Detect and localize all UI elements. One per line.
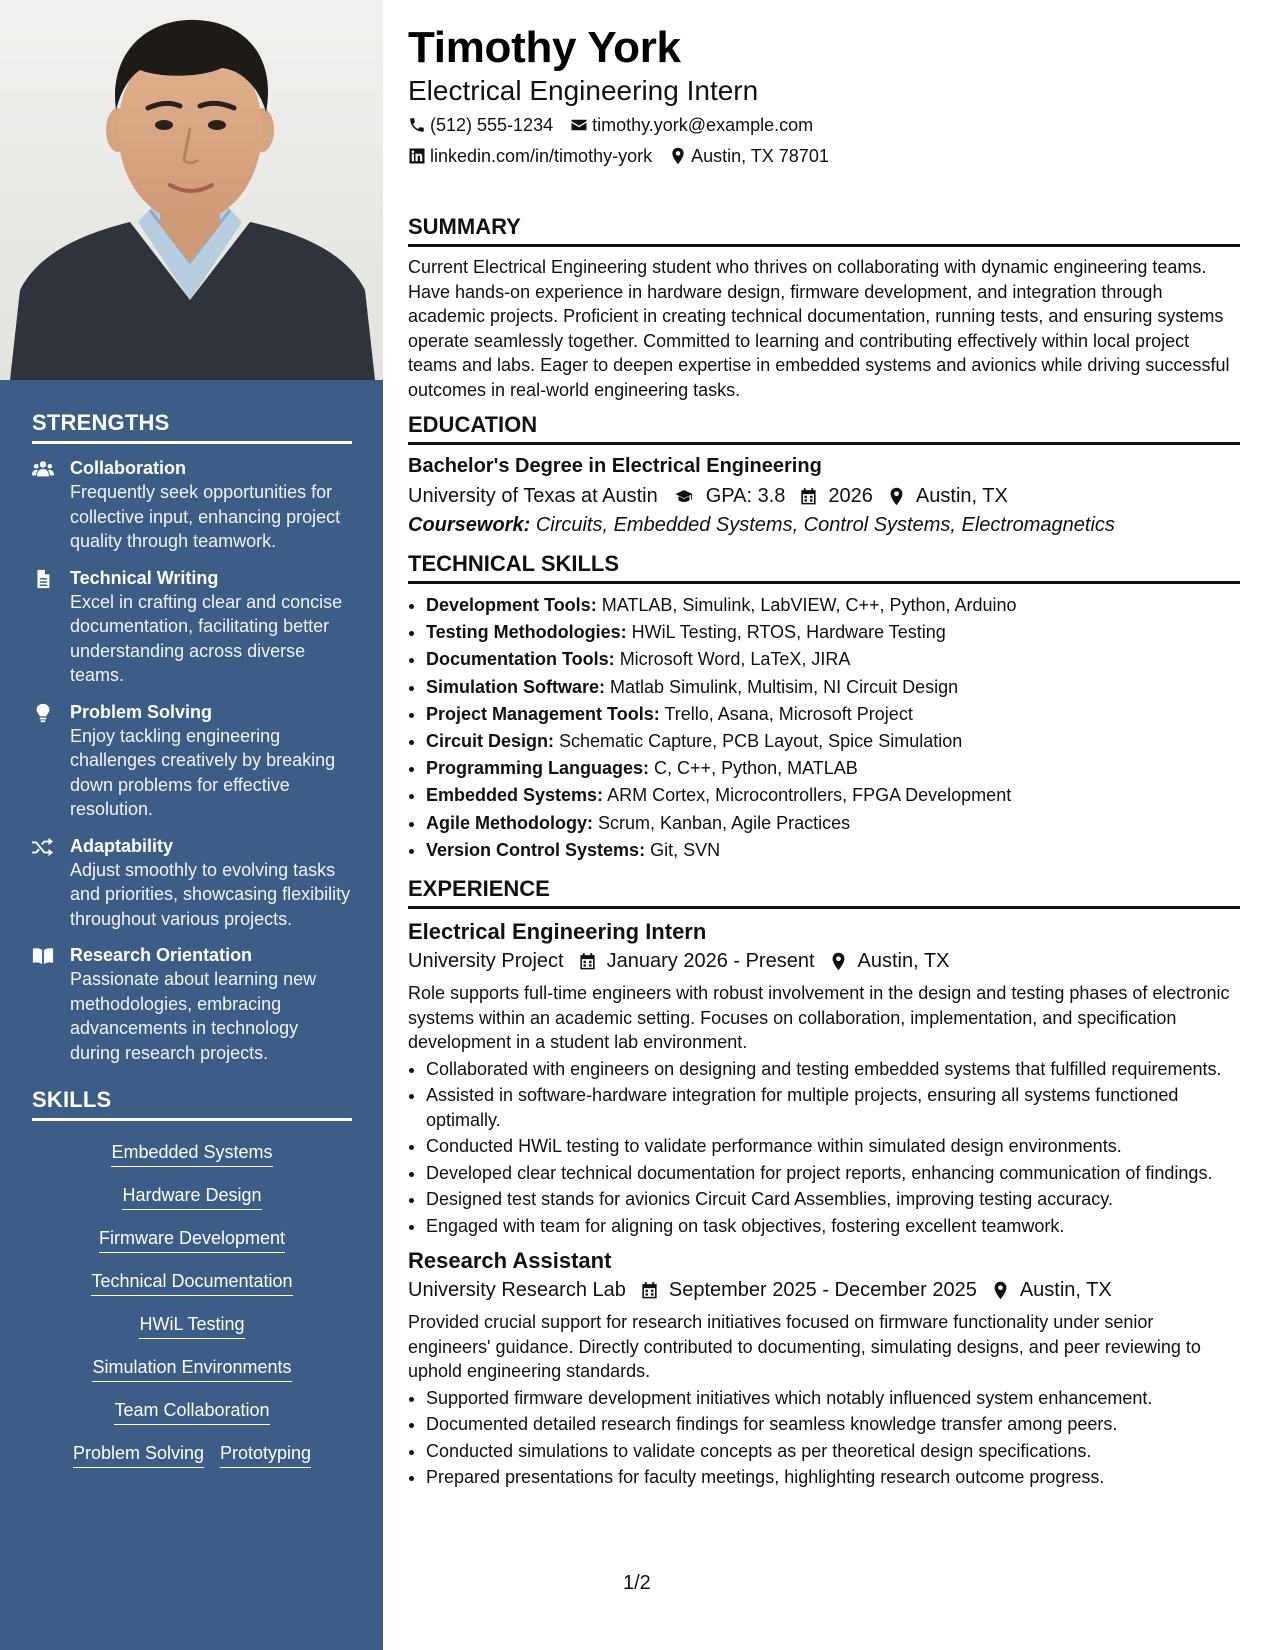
shuffle-icon	[32, 834, 70, 932]
email-text: timothy.york@example.com	[592, 115, 814, 135]
school-name: University of Texas at Austin	[408, 485, 658, 507]
skill-tag: Prototyping	[220, 1442, 311, 1468]
book-icon	[32, 943, 70, 1065]
calendar-icon	[578, 952, 597, 971]
sidebar-content	[32, 410, 352, 1477]
strength-description: Frequently seek opportunities for collective input, enhancing project quality through teamwork.	[70, 482, 341, 551]
job-bullets	[408, 1057, 1240, 1239]
users-icon	[32, 456, 70, 554]
job-dates: September 2025 - December 2025	[640, 1276, 977, 1304]
list-item: • Programming Languages: C, C++, Python, MATLAB	[426, 755, 1240, 782]
job-meta	[408, 1276, 1240, 1304]
skill-tag: Team Collaboration	[114, 1399, 269, 1425]
list-item: • Embedded Systems: ARM Cortex, Microcontrollers, FPGA Development	[426, 782, 1240, 809]
strength-title: Problem Solving	[70, 701, 213, 722]
main-content	[408, 22, 1240, 1500]
coursework-label: Coursework:	[408, 514, 531, 536]
education-location: Austin, TX	[887, 482, 1008, 510]
list-item: • Version Control Systems: Git, SVN	[426, 837, 1240, 864]
skills-heading: SKILLS	[32, 1087, 352, 1121]
strength-item	[32, 566, 352, 688]
strength-title: Collaboration	[70, 458, 186, 478]
location-contact	[669, 145, 829, 167]
skill-tag: Embedded Systems	[111, 1141, 272, 1167]
page-number: 1/2	[623, 1572, 651, 1594]
list-item: • Testing Methodologies: HWiL Testing, RTOS, Hardware Testing	[426, 619, 1240, 646]
list-item: • Collaborated with engineers on designing and testing embedded systems that fulfilled requirements.	[426, 1057, 1240, 1082]
job-location: Austin, TX	[991, 1276, 1112, 1304]
strength-title: Adaptability	[70, 835, 174, 856]
calendar-icon	[799, 487, 818, 506]
coursework-list: Circuits, Embedded Systems, Control Systems, Electromagnetics	[535, 514, 1115, 536]
map-pin-icon	[991, 1281, 1010, 1300]
portrait-illustration	[0, 0, 383, 380]
skill-tag: HWiL Testing	[139, 1313, 244, 1339]
job-entry	[408, 1248, 1240, 1490]
list-item: • Developed clear technical documentation for project reports, enhancing communication of findings.	[426, 1161, 1240, 1186]
job-meta	[408, 947, 1240, 975]
education-meta	[408, 482, 1240, 510]
strength-description: Excel in crafting clear and concise documentation, facilitating better understanding across diverse teams.	[70, 591, 343, 685]
strength-item	[32, 834, 352, 932]
job-title: Research Assistant	[408, 1248, 612, 1274]
skills-tags	[32, 1133, 352, 1477]
contact-row	[408, 114, 1240, 136]
technical-skills-heading: TECHNICAL SKILLS	[408, 551, 1240, 584]
list-item: • Designed test stands for avionics Circuit Card Assemblies, improving testing accuracy.	[426, 1187, 1240, 1212]
technical-skills-list	[408, 592, 1240, 864]
map-pin-icon	[829, 952, 848, 971]
job-description: Provided crucial support for research initiatives focused on firmware functionality under senior engineers' guidance. Directly contributed to documenting, simulating designs, and peer reviewing to uphold engineering standards.	[408, 1312, 1201, 1382]
graduation-year: 2026	[799, 482, 873, 510]
list-item: • Conducted simulations to validate concepts as per theoretical design specifications.	[426, 1439, 1240, 1464]
list-item: • Engaged with team for aligning on task objectives, fostering excellent teamwork.	[426, 1214, 1240, 1239]
candidate-title: Electrical Engineering Intern	[408, 75, 759, 106]
skill-tag: Technical Documentation	[91, 1270, 292, 1296]
strength-item	[32, 700, 352, 822]
strength-description: Passionate about learning new methodologies, embracing advancements in technology during research projects.	[70, 969, 317, 1063]
skill-tag: Simulation Environments	[92, 1356, 291, 1382]
strengths-heading: STRENGTHS	[32, 410, 352, 444]
job-description: Role supports full-time engineers with robust involvement in the design and testing phases of electronic systems within an academic setting. Focuses on collaboration, implementation, and specification development in a student lab environment.	[408, 983, 1230, 1053]
phone-contact[interactable]	[408, 114, 553, 136]
calendar-icon	[640, 1281, 659, 1300]
linkedin-text: linkedin.com/in/timothy-york	[430, 146, 653, 166]
education-heading: EDUCATION	[408, 412, 1240, 445]
document-icon	[32, 566, 70, 688]
strength-item	[32, 943, 352, 1065]
envelope-icon	[570, 116, 588, 134]
strength-description: Adjust smoothly to evolving tasks and priorities, showcasing flexibility throughout various projects.	[70, 859, 351, 929]
list-item: • Documentation Tools: Microsoft Word, LaTeX, JIRA	[426, 646, 1240, 673]
lightbulb-icon	[32, 700, 70, 822]
job-org: University Research Lab	[408, 1279, 626, 1302]
list-item: • Development Tools: MATLAB, Simulink, LabVIEW, C++, Python, Arduino	[426, 592, 1240, 619]
list-item: • Project Management Tools: Trello, Asana, Microsoft Project	[426, 701, 1240, 728]
strength-description: Enjoy tackling engineering challenges creatively by breaking down problems for effective resolution.	[70, 725, 336, 819]
strength-item	[32, 456, 352, 554]
list-item: • Documented detailed research findings for seamless knowledge transfer among peers.	[426, 1412, 1240, 1437]
list-item: • Agile Methodology: Scrum, Kanban, Agile Practices	[426, 810, 1240, 837]
skill-tag: Firmware Development	[99, 1227, 285, 1253]
list-item: • Supported firmware development initiatives which notably influenced system enhancement.	[426, 1386, 1240, 1411]
email-contact[interactable]	[570, 114, 813, 136]
list-item: • Conducted HWiL testing to validate performance within simulated design environments.	[426, 1134, 1240, 1159]
graduation-cap-icon	[672, 487, 696, 506]
strength-title: Research Orientation	[70, 945, 253, 965]
experience-heading: EXPERIENCE	[408, 876, 1240, 909]
contact-row-2	[408, 145, 1240, 167]
job-bullets	[408, 1386, 1240, 1490]
strength-title: Technical Writing	[70, 567, 219, 588]
job-org: University Project	[408, 950, 564, 973]
location-text: Austin, TX 78701	[691, 146, 829, 166]
list-item: • Circuit Design: Schematic Capture, PCB Layout, Spice Simulation	[426, 728, 1240, 755]
job-title: Electrical Engineering Intern	[408, 919, 707, 945]
candidate-name: Timothy York	[408, 23, 681, 72]
list-item: • Simulation Software: Matlab Simulink, Multisim, NI Circuit Design	[426, 674, 1240, 701]
skill-tag: Problem Solving	[73, 1442, 204, 1468]
list-item: • Prepared presentations for faculty meetings, highlighting research outcome progress.	[426, 1465, 1240, 1490]
map-pin-icon	[887, 487, 906, 506]
phone-icon	[408, 116, 426, 134]
map-pin-icon	[669, 147, 687, 165]
summary-heading: SUMMARY	[408, 214, 1240, 247]
gpa: GPA: 3.8	[672, 482, 786, 510]
job-entry	[408, 919, 1240, 1238]
skill-tag: Hardware Design	[122, 1184, 261, 1210]
profile-photo	[0, 0, 383, 380]
phone-text: (512) 555-1234	[430, 115, 554, 135]
degree-title: Bachelor's Degree in Electrical Engineering	[408, 455, 822, 477]
linkedin-contact[interactable]	[408, 145, 652, 167]
job-dates: January 2026 - Present	[578, 947, 815, 975]
sidebar	[0, 0, 383, 1650]
summary-text: Current Electrical Engineering student who thrives on collaborating with dynamic engineering teams. Have hands-on experience in hardware design, firmware development, and integration through academic projects. Proficient in creating technical documentation, running tests, and ensuring systems operate seamlessly together. Committed to learning and contributing effectively within local project teams and labs. Eager to deepen expertise in embedded systems and avionics while driving successful outcomes in real-world engineering tasks.	[408, 257, 1230, 400]
list-item: • Assisted in software-hardware integration for multiple projects, ensuring all systems functioned optimally.	[426, 1083, 1240, 1132]
coursework	[408, 514, 1240, 537]
linkedin-icon	[408, 147, 426, 165]
job-location: Austin, TX	[829, 947, 950, 975]
